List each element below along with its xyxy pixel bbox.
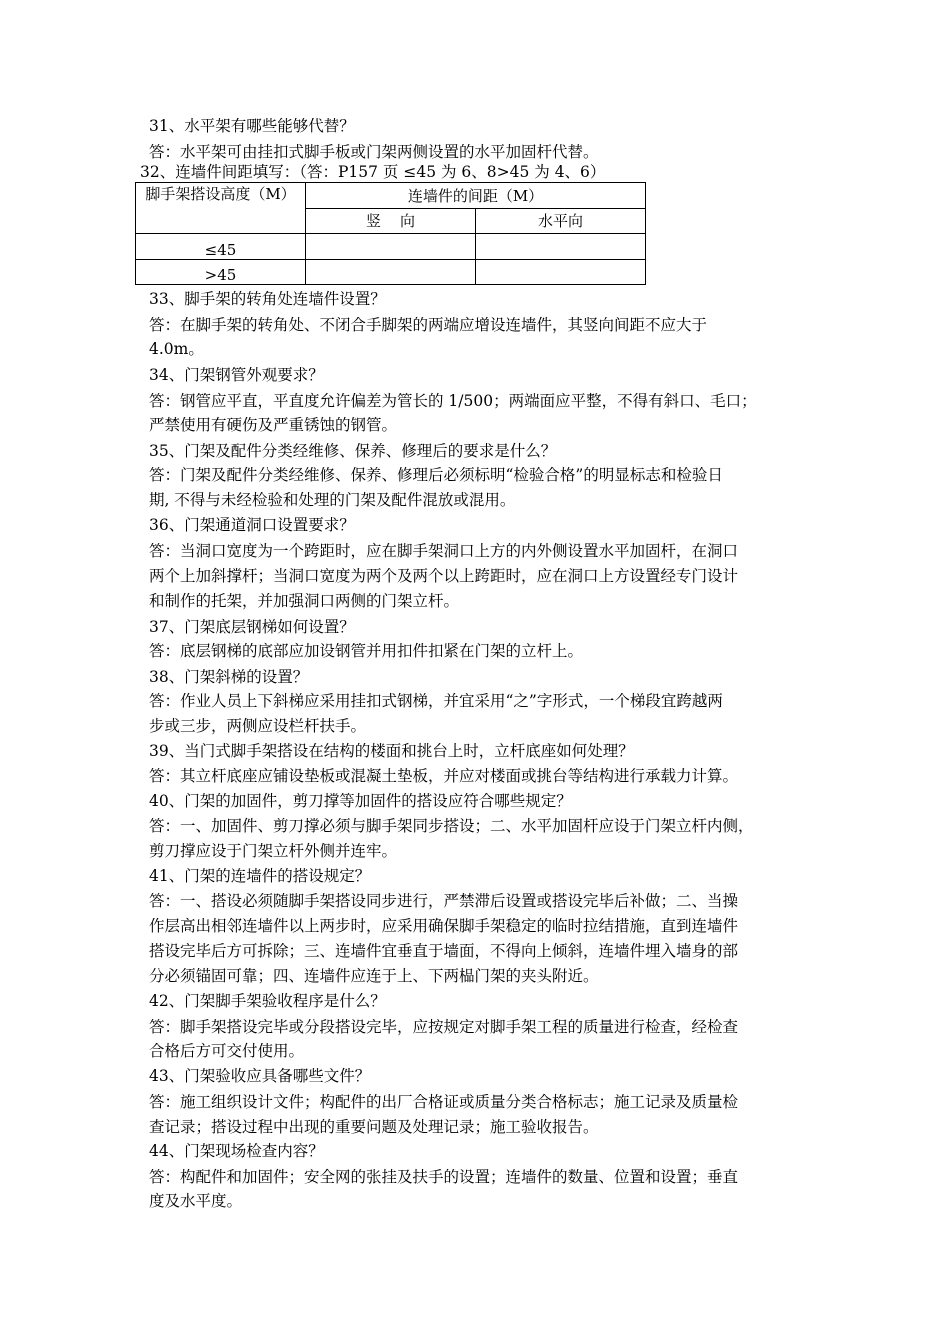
question-line: 42、门架脚手架验收程序是什么？ bbox=[149, 992, 386, 1010]
table-row bbox=[136, 260, 646, 285]
question-line: 39、当门式脚手架搭设在结构的楼面和挑台上时，立杆底座如何处理？ bbox=[149, 742, 634, 760]
answer-line: 4.0m。 bbox=[149, 340, 204, 358]
answer-line: 期, 不得与未经检验和处理的门架及配件混放或混用。 bbox=[149, 491, 516, 509]
answer-line: 步或三步，两侧应设栏杆扶手。 bbox=[149, 717, 367, 735]
answer-31: 答：水平架可由挂扣式脚手板或门架两侧设置的水平加固杆代替。 bbox=[149, 143, 599, 161]
question-line: 40、门架的加固件，剪刀撑等加固件的搭设应符合哪些规定？ bbox=[149, 792, 572, 810]
table-cell-horizontal bbox=[476, 260, 646, 285]
table-row bbox=[136, 234, 646, 260]
question-line: 37、门架底层钢梯如何设置？ bbox=[149, 618, 355, 636]
table-cell-vertical bbox=[306, 260, 476, 285]
question-line: 34、门架钢管外观要求？ bbox=[149, 366, 324, 384]
answer-line: 答：底层钢梯的底部应加设钢管并用扣件扣紧在门架的立杆上。 bbox=[149, 642, 584, 660]
table-cell-vertical bbox=[306, 234, 476, 260]
answer-line: 答：钢管应平直，平直度允许偏差为管长的 1/500；两端面应平整，不得有斜口、毛口； bbox=[149, 392, 757, 410]
table-header-height: 脚手架搭设高度（M） bbox=[136, 183, 306, 234]
table-cell-height: ≤45 bbox=[136, 234, 306, 260]
answer-line: 答：门架及配件分类经维修、保养、修理后必须标明“检验合格”的明显标志和检验日 bbox=[149, 466, 723, 484]
answer-line: 搭设完毕后方可拆除；三、连墙件宜垂直于墙面，不得向上倾斜，连墙件埋入墙身的部 bbox=[149, 942, 739, 960]
question-line: 38、门架斜梯的设置？ bbox=[149, 668, 309, 686]
answer-line: 答：在脚手架的转角处、不闭合手脚架的两端应增设连墙件，其竖向间距不应大于 bbox=[149, 316, 708, 334]
question-32: 32、连墙件间距填写：（答：P157 页 ≤45 为 6、8>45 为 4、6） bbox=[140, 163, 606, 181]
answer-line: 答：一、搭设必须随脚手架搭设同步进行，严禁滞后设置或搭设完毕后补做；二、当操 bbox=[149, 892, 739, 910]
question-line: 43、门架验收应具备哪些文件？ bbox=[149, 1067, 371, 1085]
answer-line: 度及水平度。 bbox=[149, 1192, 243, 1210]
wall-tie-spacing-table bbox=[135, 182, 646, 285]
table-header-spacing: 连墙件的间距（M） bbox=[306, 183, 646, 209]
question-line: 35、门架及配件分类经维修、保养、修理后的要求是什么？ bbox=[149, 442, 557, 460]
answer-line: 答：脚手架搭设完毕或分段搭设完毕，应按规定对脚手架工程的质量进行检查，经检查 bbox=[149, 1018, 739, 1036]
answer-line: 答：施工组织设计文件；构配件的出厂合格证或质量分类合格标志；施工记录及质量检 bbox=[149, 1093, 739, 1111]
answer-line: 两个上加斜撑杆；当洞口宽度为两个及两个以上跨距时，应在洞口上方设置经专门设计 bbox=[149, 567, 739, 585]
answer-line: 和制作的托架，并加强洞口两侧的门架立杆。 bbox=[149, 592, 460, 610]
answer-line: 答：当洞口宽度为一个跨距时，应在脚手架洞口上方的内外侧设置水平加固杆，在洞口 bbox=[149, 542, 739, 560]
question-line: 41、门架的连墙件的搭设规定？ bbox=[149, 867, 371, 885]
table-cell-height: >45 bbox=[136, 260, 306, 285]
table-subheader-vertical: 竖 向 bbox=[306, 209, 476, 234]
answer-line: 合格后方可交付使用。 bbox=[149, 1042, 305, 1060]
question-line: 44、门架现场检查内容？ bbox=[149, 1142, 324, 1160]
question-line: 36、门架通道洞口设置要求？ bbox=[149, 516, 355, 534]
answer-line: 答：构配件和加固件；安全网的张挂及扶手的设置；连墙件的数量、位置和设置；垂直 bbox=[149, 1168, 739, 1186]
answer-line: 答：作业人员上下斜梯应采用挂扣式钢梯，并宜采用“之”字形式，一个梯段宜跨越两 bbox=[149, 692, 723, 710]
answer-line: 剪刀撑应设于门架立杆外侧并连牢。 bbox=[149, 842, 398, 860]
question-31: 31、水平架有哪些能够代替？ bbox=[149, 117, 355, 135]
answer-line: 严禁使用有硬伤及严重锈蚀的钢管。 bbox=[149, 416, 398, 434]
table-subheader-horizontal: 水平向 bbox=[476, 209, 646, 234]
answer-line: 查记录；搭设过程中出现的重要问题及处理记录；施工验收报告。 bbox=[149, 1118, 599, 1136]
question-line: 33、脚手架的转角处连墙件设置？ bbox=[149, 290, 386, 308]
answer-line: 作层高出相邻连墙件以上两步时，应采用确保脚手架稳定的临时拉结措施，直到连墙件 bbox=[149, 917, 739, 935]
answer-line: 分必须锚固可靠；四、连墙件应连于上、下两榀门架的夹头附近。 bbox=[149, 967, 599, 985]
table-cell-horizontal bbox=[476, 234, 646, 260]
answer-line: 答：其立杆底座应铺设垫板或混凝土垫板，并应对楼面或挑台等结构进行承载力计算。 bbox=[149, 767, 739, 785]
answer-line: 答：一、加固件、剪刀撑必须与脚手架同步搭设；二、水平加固杆应设于门架立杆内侧， bbox=[149, 817, 754, 835]
